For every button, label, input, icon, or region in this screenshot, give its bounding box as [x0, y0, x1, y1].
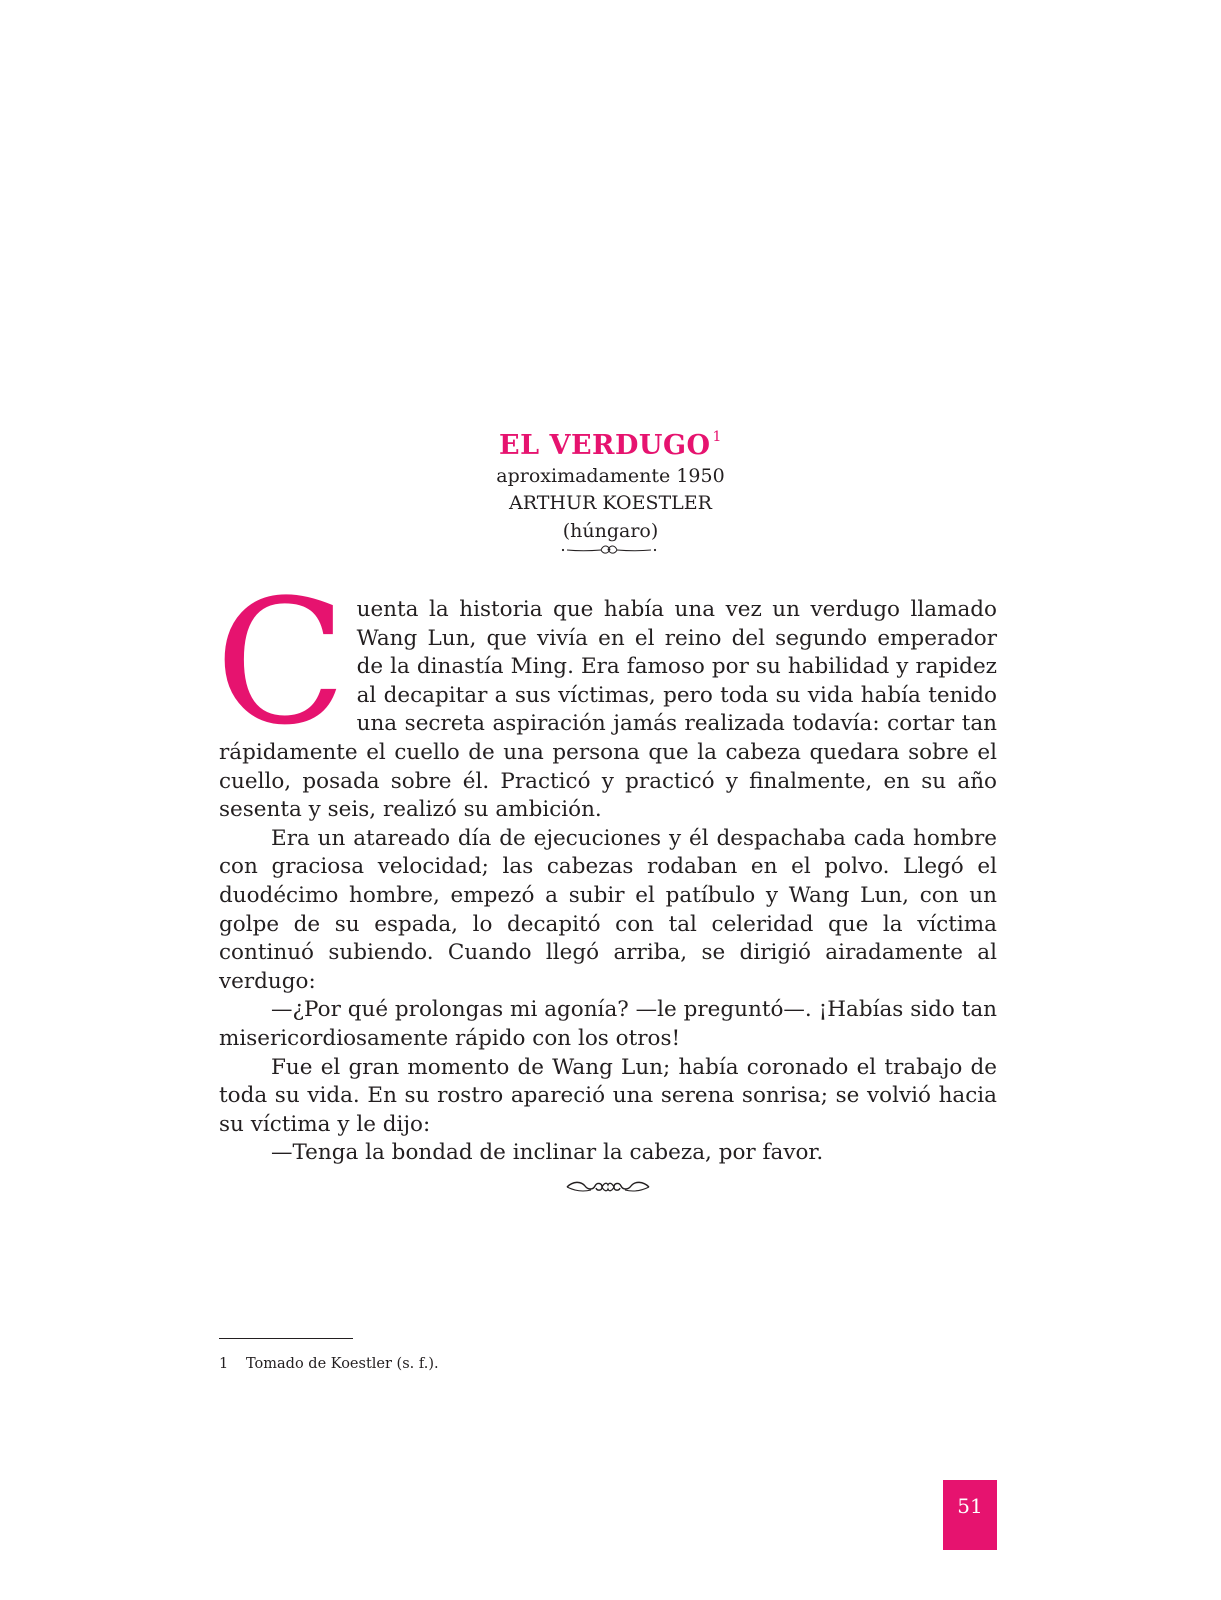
title-footnote-marker: 1 [712, 429, 722, 445]
small-flourish-divider-icon [561, 543, 657, 557]
story-paragraph: —Tenga la bondad de inclinar la cabeza, por favor. [271, 1140, 824, 1166]
page-number-badge [943, 1480, 997, 1550]
story-title [0, 420, 1221, 463]
drop-cap: C [215, 562, 347, 763]
footnote-text: Tomado de Koestler (s. f.). [246, 1356, 439, 1372]
footnote-number: 1 [219, 1356, 229, 1372]
story-body [215, 562, 997, 1168]
story-paragraph: Fue el gran momento de Wang Lun; había coronado el trabajo de toda su vida. En su rostro apareció una serena sonrisa; se volvió hacia su víctima y le dijo: [219, 1054, 997, 1137]
footnote [219, 1354, 439, 1374]
swirl-flourish-divider-icon [565, 1178, 651, 1196]
title-text: EL VERDUGO [499, 430, 711, 461]
page-number: 51 [957, 1494, 983, 1518]
story-paragraph [215, 562, 997, 825]
story-author: ARTHUR KOESTLER [509, 492, 712, 514]
story-date: aproximadamente 1950 [496, 465, 725, 487]
paragraph-text: uenta la historia que había una vez un verdugo llamado Wang Lun, que vivía en el reino del segundo emperador de la dinastía Ming. Era famoso por su habilidad y rapidez al decapitar a sus víctimas, pero toda su vida había tenido una secreta aspiración jamás realizada todavía: cortar tan rápidamente el cuello de una persona que la cabeza quedara sobre el cuello, posada sobre él. Practicó y practicó y finalmente, en su año sesenta y seis, realizó su ambición. [219, 597, 997, 823]
story-paragraph: —¿Por qué prolongas mi agonía? —le preguntó—. ¡Habías sido tan misericordiosamente rápido con los otros! [219, 997, 997, 1051]
story-paragraph: Era un atareado día de ejecuciones y él despachaba cada hombre con graciosa velocidad; las cabezas rodaban en el polvo. Llegó el duodécimo hombre, empezó a subir el patíbulo y Wang Lun, con un golpe de su espada, lo decapitó con tal celeridad que la víctima continuó subiendo. Cuando llegó arriba, se dirigió airadamente al verdugo: [219, 825, 997, 994]
footnote-divider [219, 1338, 353, 1339]
author-nationality: (húngaro) [562, 520, 659, 542]
